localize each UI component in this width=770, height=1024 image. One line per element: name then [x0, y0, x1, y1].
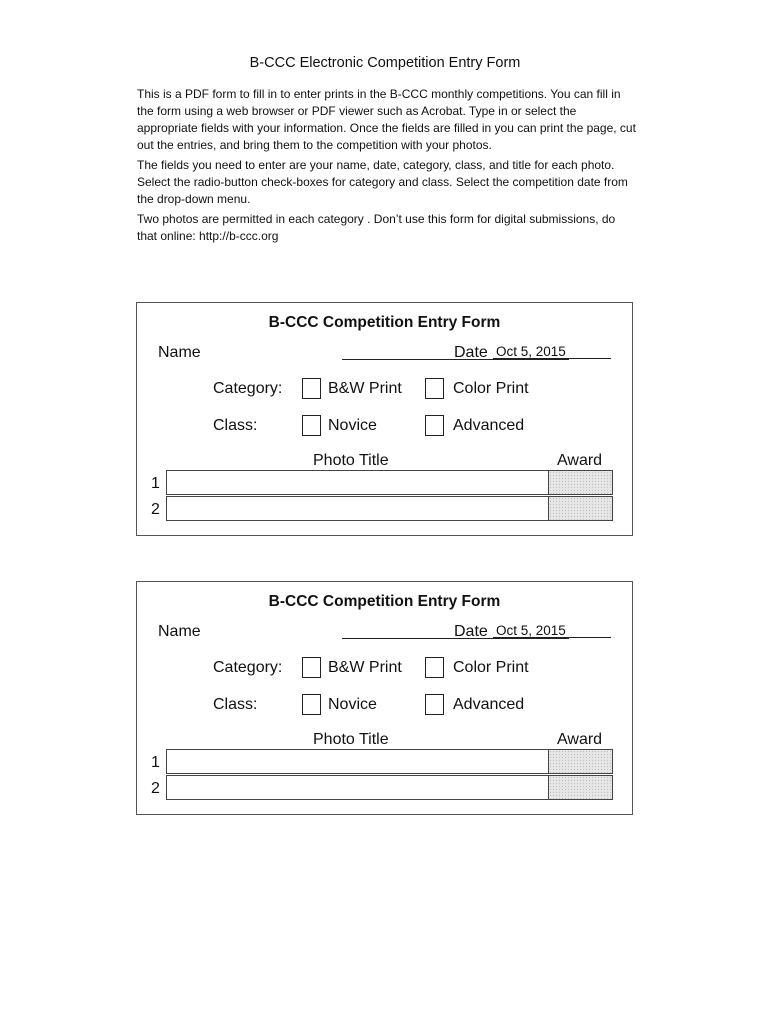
award-header: Award: [557, 731, 603, 748]
award-field: [548, 749, 613, 774]
entry-form: [136, 581, 633, 815]
date-label: Date: [454, 344, 488, 361]
novice-label: Novice: [328, 696, 377, 713]
form-title: B-CCC Competition Entry Form: [268, 314, 501, 331]
instructions-paragraph: Two photos are permitted in each category . Don’t use this form for digital submissions, do that online: http://b-ccc.org: [137, 212, 616, 243]
class-label: Class:: [213, 696, 258, 713]
bw-print-checkbox[interactable]: [302, 657, 321, 678]
row-number: 1: [151, 475, 160, 492]
instructions-paragraph: This is a PDF form to fill in to enter prints in the B-CCC monthly competitions. You can fill in the form using a web browser or PDF viewer such as Acrobat. Type in or select the appropriate fields with your information. Once the fields are filled in you can print the page, cut out the entries, and bring them to the competition with your photos.: [137, 87, 636, 152]
category-label: Category:: [213, 380, 283, 397]
name-label: Name: [158, 344, 201, 361]
row-number: 2: [151, 780, 160, 797]
advanced-label: Advanced: [453, 696, 525, 713]
color-print-checkbox[interactable]: [425, 657, 444, 678]
entry-form: [136, 302, 633, 536]
bw-print-checkbox[interactable]: [302, 378, 321, 399]
color-print-checkbox[interactable]: [425, 378, 444, 399]
instructions-paragraph: The fields you need to enter are your name, date, category, class, and title for each photo. Select the radio-button check-boxes for category and class. Select the competition date from the drop-down menu.: [137, 158, 628, 206]
date-select[interactable]: Oct 5, 2015: [493, 623, 611, 638]
photo-title-input[interactable]: [166, 496, 549, 521]
award-header: Award: [557, 452, 603, 469]
novice-checkbox[interactable]: [302, 694, 321, 715]
row-number: 2: [151, 501, 160, 518]
row-number: 1: [151, 754, 160, 771]
advanced-checkbox[interactable]: [425, 694, 444, 715]
name-label: Name: [158, 623, 201, 640]
photo-title-input[interactable]: [166, 775, 549, 800]
form-title: B-CCC Competition Entry Form: [268, 593, 501, 610]
award-field: [548, 470, 613, 495]
instructions: [137, 86, 637, 248]
color-print-label: Color Print: [453, 659, 529, 676]
award-field: [548, 496, 613, 521]
bw-print-label: B&W Print: [328, 380, 402, 397]
novice-label: Novice: [328, 417, 377, 434]
color-print-label: Color Print: [453, 380, 529, 397]
class-label: Class:: [213, 417, 258, 434]
date-label: Date: [454, 623, 488, 640]
photo-title-input[interactable]: [166, 749, 549, 774]
photo-title-header: Photo Title: [313, 731, 389, 748]
category-label: Category:: [213, 659, 283, 676]
award-field: [548, 775, 613, 800]
novice-checkbox[interactable]: [302, 415, 321, 436]
photo-title-input[interactable]: [166, 470, 549, 495]
bw-print-label: B&W Print: [328, 659, 402, 676]
document-title: B-CCC Electronic Competition Entry Form: [249, 55, 521, 71]
date-select[interactable]: Oct 5, 2015: [493, 344, 611, 359]
photo-title-header: Photo Title: [313, 452, 389, 469]
advanced-label: Advanced: [453, 417, 525, 434]
advanced-checkbox[interactable]: [425, 415, 444, 436]
